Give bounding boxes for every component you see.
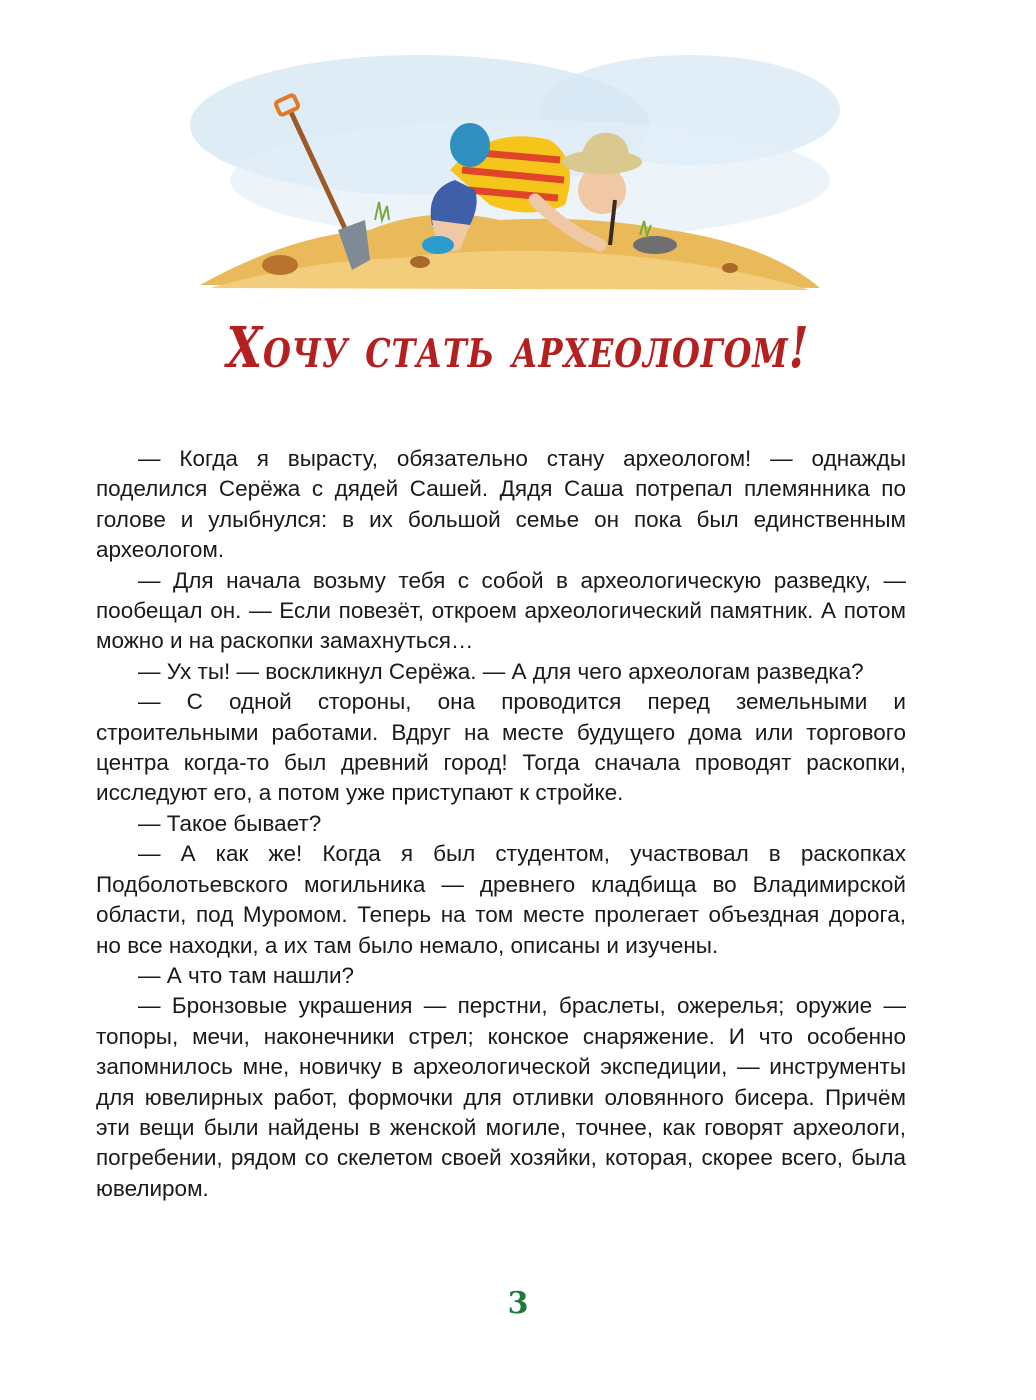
paragraph: — Бронзовые украшения — перстни, браслеты, ожерелья; оружие — топоры, мечи, наконечники стрел; конское снаряжение. И что особенно запомнилось мне, новичку в археологической экспедиции, — инструменты для ювелирных работ, формочки для отливки оловянного бисера. Причём эти вещи были найдены в женской могиле, точнее, как говорят археологи, погребении, рядом со скелетом своей хозяйки, которая, скорее всего, была ювелиром. [96,993,906,1201]
paragraph: — Ух ты! — воскликнул Серёжа. — А для чего археологам разведка? [138,658,864,684]
paragraph: — А что там нашли? [138,962,355,988]
page-number: 3 [507,1286,529,1321]
story-text [96,444,906,1204]
paragraph: — Для начала возьму тебя с собой в археологическую разведку, — пообещал он. — Если повезёт, откроем археологический памятник. А потом можно и на раскопки замахнуться… [96,567,906,654]
paragraph: — Когда я вырасту, обязательно стану археологом! — однажды поделился Серёжа с дядей Сашей. Дядя Саша потрепал племянника по голове и улыбнулся: в их большой семье он пока был единственным археологом. [96,446,906,563]
chapter-title: Хочу стать археологом! [226,315,810,381]
paragraph: — С одной стороны, она проводится перед земельными и строительными работами. Вдруг на месте будущего дома или торгового центра когда-то был древний город! Тогда сначала проводят раскопки, исследуют его, а потом уже приступают к стройке. [96,689,906,806]
paragraph: — А как же! Когда я был студентом, участвовал в раскопках Подболотьевского могильника — древнего кладбища во Владимирской области, под Муромом. Теперь на том месте пролегает объездная дорога, но все находки, а их там было немало, описаны и изучены. [96,841,906,958]
boy-archaeologist-digging-illustration [170,30,850,330]
paragraph: — Такое бывает? [138,810,322,836]
